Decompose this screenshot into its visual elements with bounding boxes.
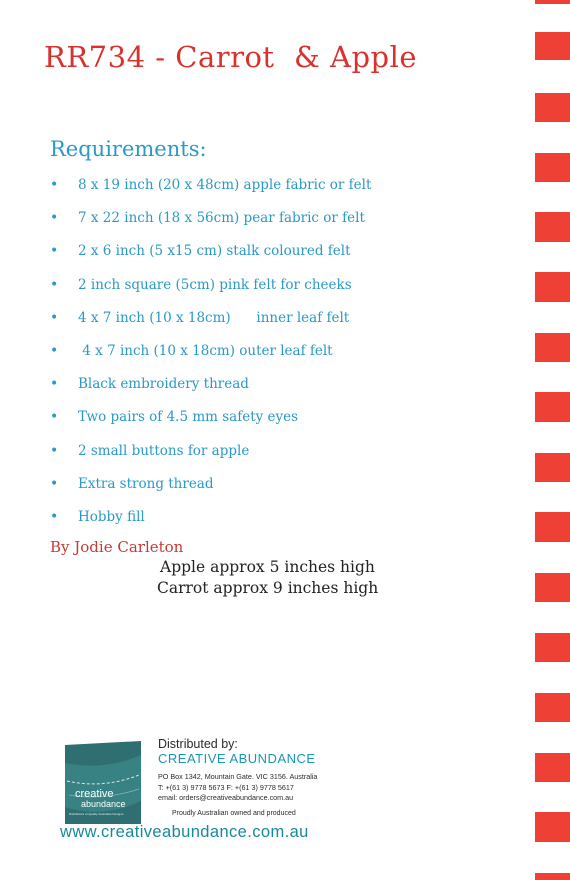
logo-text-abundance: abundance [81,799,126,809]
bullet-icon: • [50,309,59,326]
bullet-icon: • [50,442,59,459]
bullet-icon: • [50,243,59,260]
stripe [535,812,570,842]
stripe [535,212,570,242]
bullet-icon: • [50,342,59,359]
stripe [535,633,570,662]
stripe [535,693,570,722]
distributor-email: email: orders@creativeabundance.com.au [158,793,294,802]
apple-size-note: Apple approx 5 inches high [160,558,375,576]
distributed-by-label: Distributed by: [158,737,238,751]
stripe [535,32,570,60]
creative-abundance-logo [65,741,141,824]
stripe [535,573,570,602]
bullet-icon: • [50,409,59,426]
distributor-phone: T: +(61 3) 9778 5673 F: +(61 3) 9778 5617 [158,783,294,792]
stripe [535,93,570,122]
stripe [535,453,570,482]
logo-tagline: Distributors of Quality Australian Designs [69,812,124,816]
stripe [535,333,570,362]
stripe [535,392,570,422]
stripe [535,0,570,4]
stripe [535,512,570,542]
bullet-icon: • [50,376,59,393]
bullet-icon: • [50,276,59,293]
stripe [535,753,570,782]
stripe [535,153,570,182]
author-credit: By Jodie Carleton [50,538,184,556]
decorative-stripe-border [535,0,570,880]
distributor-address: PO Box 1342, Mountain Gate. VIC 3156. Australia [158,772,318,781]
bullet-icon: • [50,177,59,193]
stripe [535,873,570,880]
requirements-heading: Requirements: [50,137,207,161]
pattern-title: RR734 - Carrot & Apple [44,40,418,74]
proudly-australian-note: Proudly Australian owned and produced [172,810,296,817]
bullet-icon: • [50,508,59,525]
stripe [535,272,570,302]
bullet-icon: • [50,210,59,227]
distributor-company: CREATIVE ABUNDANCE [158,751,316,766]
bullet-icon: • [50,475,59,492]
logo-text-creative: creative [75,788,114,800]
carrot-size-note: Carrot approx 9 inches high [157,579,379,597]
website-link[interactable]: www.creativeabundance.com.au [60,823,309,841]
